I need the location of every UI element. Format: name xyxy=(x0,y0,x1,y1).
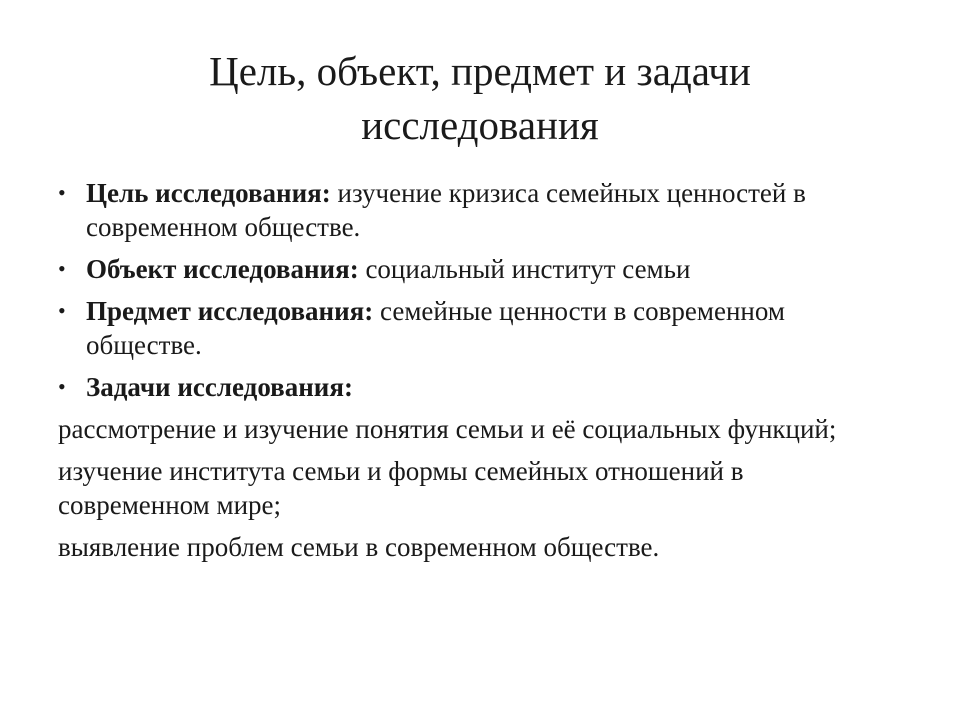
bullet-label: Объект исследования: xyxy=(86,254,359,284)
bullet-label: Задачи исследования: xyxy=(86,372,353,402)
bullet-goal xyxy=(58,176,888,244)
task-item-1: рассмотрение и изучение понятия семьи и её социальных функций; xyxy=(58,414,837,444)
bullet-dot: • xyxy=(58,298,66,323)
bullet-label: Предмет исследования: xyxy=(86,296,374,326)
bullet-object xyxy=(58,252,888,286)
slide-title-line-1: Цель, объект, предмет и задачи xyxy=(209,48,751,94)
bullet-subject xyxy=(58,294,888,362)
bullet-text: изучение кризиса семейных ценностей в современном обществе. xyxy=(86,178,806,242)
task-item-3: выявление проблем семьи в современном обществе. xyxy=(58,532,660,562)
bullet-text: семейные ценности в современном обществе. xyxy=(86,296,785,360)
bullet-tasks xyxy=(58,370,888,404)
task-item-2: изучение института семьи и формы семейных отношений в современном мире; xyxy=(58,456,744,520)
bullet-dot: • xyxy=(58,374,66,399)
slide-title-line-2: исследования xyxy=(361,102,599,148)
bullet-dot: • xyxy=(58,256,66,281)
bullet-dot: • xyxy=(58,180,66,205)
slide-body xyxy=(58,176,888,572)
bullet-text: социальный институт семьи xyxy=(358,254,691,284)
slide-title xyxy=(90,44,870,152)
bullet-label: Цель исследования: xyxy=(86,178,331,208)
